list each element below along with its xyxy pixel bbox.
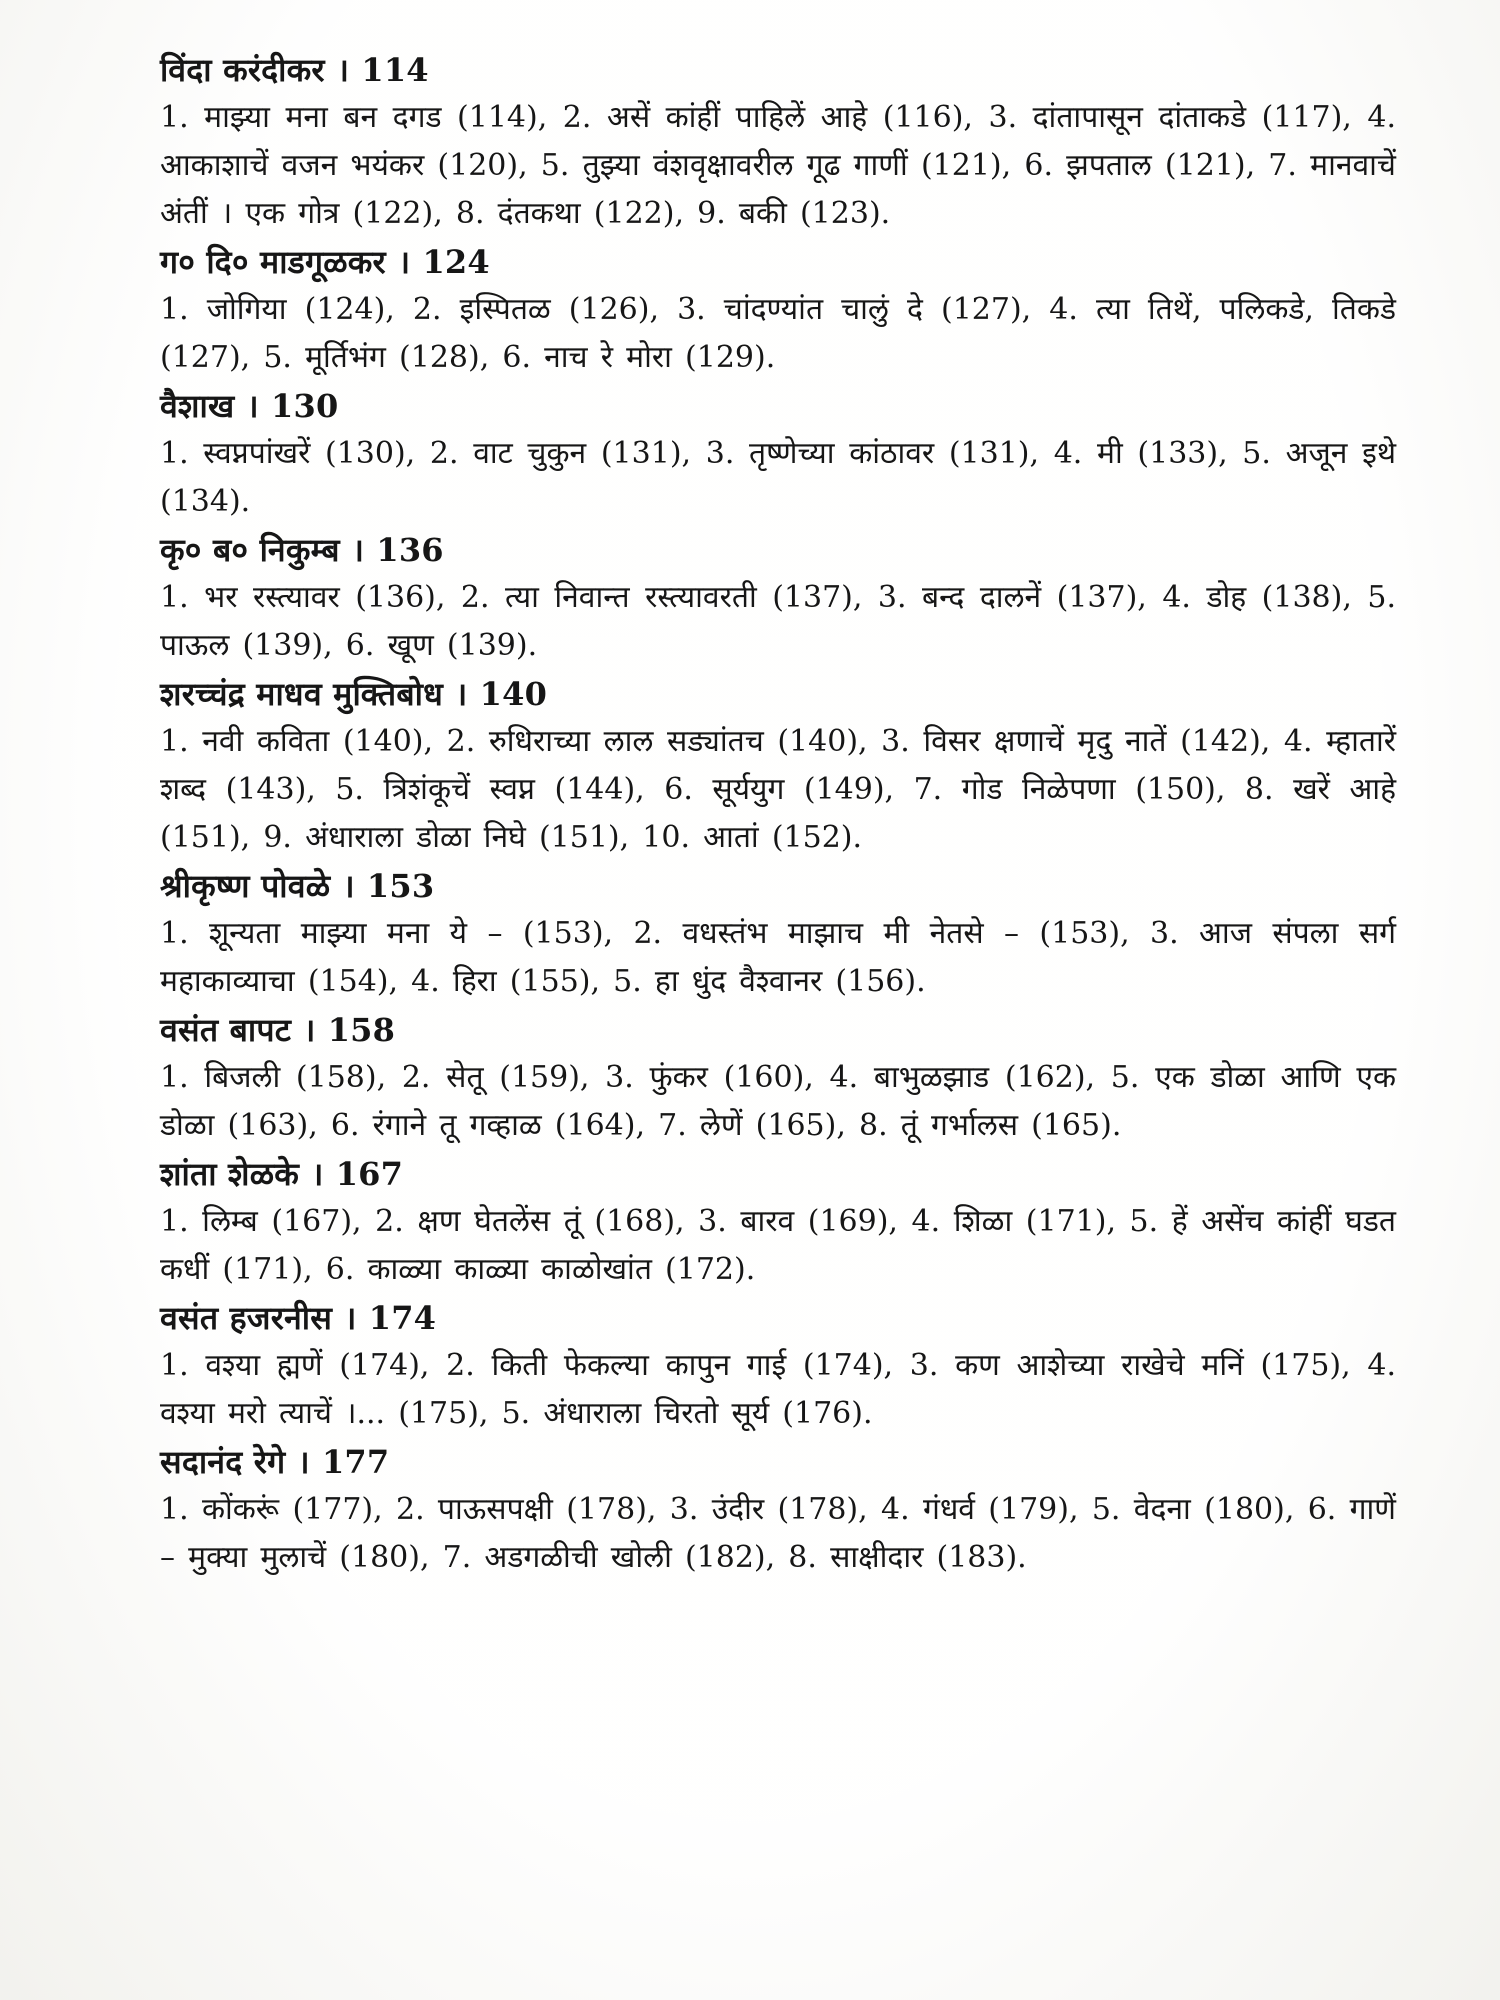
- author-name: सदानंद रेगे: [160, 1443, 286, 1481]
- poem-entries: 1. शून्यता माझ्या मना ये – (153), 2. वधस्तंभ माझाच मी नेतसे – (153), 3. आज संपला सर्ग महाकाव्याचा (154), 4. हिरा (155), 5. हा धुंद वैश्वानर (156).: [160, 916, 1396, 999]
- author-heading: [160, 862, 1396, 910]
- author-heading: [160, 382, 1396, 430]
- author-heading: [160, 46, 1396, 94]
- danda-separator: ।: [455, 675, 468, 713]
- author-name: वैशाख: [160, 387, 235, 425]
- poem-entries: 1. जोगिया (124), 2. इस्पितळ (126), 3. चांदण्यांत चालुं दे (127), 4. त्या तिथें, पलिकडे, तिकडे (127), 5. मूर्तिभंग (128), 6. नाच रे मोरा (129).: [160, 292, 1396, 375]
- author-name: शरच्चंद्र माधव मुक्तिबोध: [160, 675, 444, 713]
- poem-entries: 1. वश्या ह्मणें (174), 2. किती फेकल्या कापुन गाई (174), 3. कण आशेच्या राखेचे मनिं (175), 4. वश्या मरो त्याचें ।... (175), 5. अंधाराला चिरतो सूर्य (176).: [160, 1348, 1396, 1431]
- toc-section: [160, 382, 1396, 526]
- poem-entries: 1. कोंकरूं (177), 2. पाऊसपक्षी (178), 3. उंदीर (178), 4. गंधर्व (179), 5. वेदना (180), 6. गाणें – मुक्या मुलाचें (180), 7. अडगळीची खोली (182), 8. साक्षीदार (183).: [160, 1492, 1396, 1575]
- author-name: ग० दि० माडगूळकर: [160, 243, 386, 281]
- author-name: विंदा करंदीकर: [160, 51, 325, 89]
- poem-entries: 1. बिजली (158), 2. सेतू (159), 3. फुंकर (160), 4. बाभुळझाड (162), 5. एक डोळा आणि एक डोळा (163), 6. रंगाने तू गव्हाळ (164), 7. लेणें (165), 8. तूं गर्भालस (165).: [160, 1060, 1396, 1143]
- author-heading: [160, 526, 1396, 574]
- author-page-number: 177: [321, 1443, 390, 1481]
- danda-separator: ।: [397, 243, 411, 281]
- author-name: कृ० ब० निकुम्ब: [160, 531, 340, 569]
- toc-section: [160, 238, 1396, 382]
- author-page-number: 158: [327, 1011, 396, 1049]
- danda-separator: ।: [246, 387, 259, 425]
- author-heading: [160, 1438, 1396, 1486]
- toc-section: [160, 1006, 1396, 1150]
- danda-separator: ।: [311, 1155, 324, 1193]
- toc-sections: [160, 46, 1396, 1582]
- author-name: वसंत बापट: [160, 1011, 292, 1049]
- toc-section: [160, 526, 1396, 670]
- danda-separator: ।: [351, 531, 365, 569]
- author-page-number: 114: [361, 51, 429, 89]
- toc-section: [160, 1294, 1396, 1438]
- poem-entries: 1. नवी कविता (140), 2. रुधिराच्या लाल सड्यांतच (140), 3. विसर क्षणाचें मृदु नातें (142), 4. म्हातारें शब्द (143), 5. त्रिशंकूचें स्वप्न (144), 6. सूर्ययुग (149), 7. गोड निळेपणा (150), 8. खरें आहे (151), 9. अंधाराला डोळा निघे (151), 10. आतां (152).: [160, 724, 1396, 855]
- poem-entries: 1. भर रस्त्यावर (136), 2. त्या निवान्त रस्त्यावरती (137), 3. बन्द दालनें (137), 4. डोह (138), 5. पाऊल (139), 6. खूण (139).: [160, 580, 1396, 663]
- author-heading: [160, 670, 1396, 718]
- toc-section: [160, 862, 1396, 1006]
- danda-separator: ।: [336, 51, 350, 89]
- author-heading: [160, 1294, 1396, 1342]
- poem-entries: 1. स्वप्नपांखरें (130), 2. वाट चुकुन (131), 3. तृष्णेच्या कांठावर (131), 4. मी (133), 5. अजून इथे (134).: [160, 436, 1396, 519]
- author-heading: [160, 1006, 1396, 1054]
- poem-entries: 1. माझ्या मना बन दगड (114), 2. असें कांहीं पाहिलें आहे (116), 3. दांतापासून दांताकडे (117), 4. आकाशाचें वजन भयंकर (120), 5. तुझ्या वंशवृक्षावरील गूढ गाणीं (121), 6. झपताल (121), 7. मानवाचें अंतीं । एक गोत्र (122), 8. दंतकथा (122), 9. बकी (123).: [160, 100, 1396, 231]
- danda-separator: ।: [303, 1011, 316, 1049]
- author-page-number: 124: [422, 243, 490, 281]
- poem-entries: 1. लिम्ब (167), 2. क्षण घेतलेंस तूं (168), 3. बारव (169), 4. शिळा (171), 5. हें असेंच कांहीं घडत कधीं (171), 6. काळ्या काळ्या काळोखांत (172).: [160, 1204, 1396, 1287]
- author-page-number: 167: [335, 1155, 404, 1193]
- author-page-number: 130: [271, 387, 339, 425]
- toc-section: [160, 1150, 1396, 1294]
- author-name: शांता शेळके: [160, 1155, 300, 1193]
- author-name: श्रीकृष्ण पोवळे: [160, 867, 331, 905]
- author-page-number: 174: [368, 1299, 437, 1337]
- toc-section: [160, 670, 1396, 862]
- danda-separator: ।: [342, 867, 355, 905]
- toc-section: [160, 46, 1396, 238]
- danda-separator: ।: [344, 1299, 357, 1337]
- danda-separator: ।: [297, 1443, 310, 1481]
- author-heading: [160, 1150, 1396, 1198]
- author-name: वसंत हजरनीस: [160, 1299, 333, 1337]
- toc-section: [160, 1438, 1396, 1582]
- author-page-number: 140: [479, 675, 548, 713]
- author-heading: [160, 238, 1396, 286]
- author-page-number: 153: [366, 867, 435, 905]
- author-page-number: 136: [376, 531, 444, 569]
